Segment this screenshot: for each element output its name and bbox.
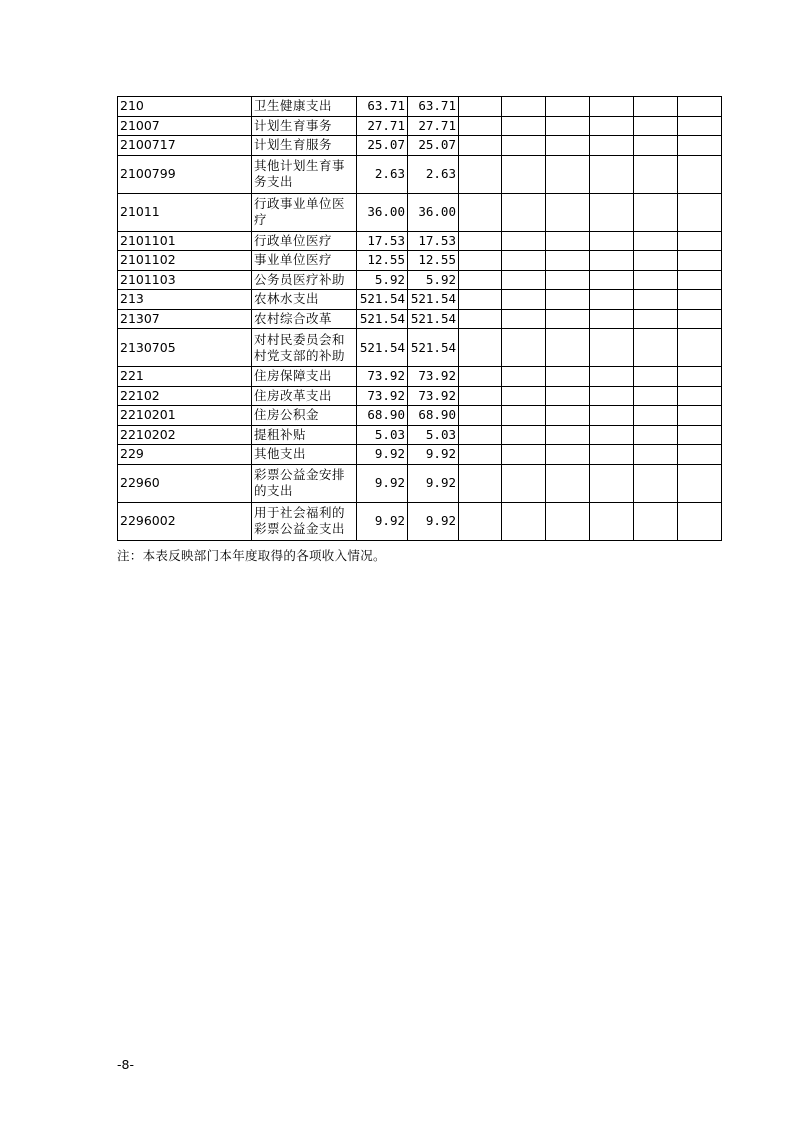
empty-cell: [634, 329, 678, 367]
name-cell: 其他计划生育事务支出: [252, 155, 357, 193]
table-row: [118, 116, 722, 136]
empty-cell: [590, 329, 634, 367]
general-budget-cell: 17.53: [408, 231, 459, 251]
table-row: [118, 445, 722, 465]
empty-cell: [634, 309, 678, 329]
general-budget-cell: 5.03: [408, 425, 459, 445]
general-budget-cell: 521.54: [408, 290, 459, 310]
total-cell: 17.53: [357, 231, 408, 251]
total-cell: 36.00: [357, 193, 408, 231]
empty-cell: [678, 97, 722, 117]
empty-cell: [502, 367, 546, 387]
total-cell: 25.07: [357, 136, 408, 156]
empty-cell: [546, 445, 590, 465]
table-row: [118, 329, 722, 367]
empty-cell: [634, 502, 678, 540]
empty-cell: [546, 97, 590, 117]
empty-cell: [634, 386, 678, 406]
empty-cell: [459, 270, 502, 290]
empty-cell: [502, 406, 546, 426]
total-cell: 9.92: [357, 464, 408, 502]
empty-cell: [678, 329, 722, 367]
code-cell: 22102: [118, 386, 252, 406]
code-cell: 2101102: [118, 251, 252, 271]
table-row: [118, 270, 722, 290]
empty-cell: [634, 464, 678, 502]
table-row: [118, 464, 722, 502]
empty-cell: [502, 251, 546, 271]
table-row: [118, 386, 722, 406]
empty-cell: [678, 464, 722, 502]
empty-cell: [502, 309, 546, 329]
page-number: -8-: [117, 1057, 134, 1072]
empty-cell: [678, 231, 722, 251]
code-cell: 21011: [118, 193, 252, 231]
empty-cell: [502, 445, 546, 465]
table-row: [118, 502, 722, 540]
table-row: [118, 406, 722, 426]
code-cell: 210: [118, 97, 252, 117]
empty-cell: [459, 329, 502, 367]
empty-cell: [459, 231, 502, 251]
empty-cell: [459, 425, 502, 445]
total-cell: 521.54: [357, 329, 408, 367]
general-budget-cell: 521.54: [408, 309, 459, 329]
name-cell: 对村民委员会和村党支部的补助: [252, 329, 357, 367]
empty-cell: [634, 231, 678, 251]
budget-table: [117, 96, 722, 541]
empty-cell: [634, 136, 678, 156]
empty-cell: [502, 155, 546, 193]
total-cell: 63.71: [357, 97, 408, 117]
code-cell: 2210202: [118, 425, 252, 445]
name-cell: 农林水支出: [252, 290, 357, 310]
table-body: [118, 97, 722, 541]
table-row: [118, 290, 722, 310]
general-budget-cell: 25.07: [408, 136, 459, 156]
general-budget-cell: 5.92: [408, 270, 459, 290]
empty-cell: [678, 425, 722, 445]
empty-cell: [502, 425, 546, 445]
table-note: 注：本表反映部门本年度取得的各项收入情况。: [117, 548, 386, 563]
name-cell: 住房公积金: [252, 406, 357, 426]
name-cell: 卫生健康支出: [252, 97, 357, 117]
empty-cell: [590, 290, 634, 310]
code-cell: 2130705: [118, 329, 252, 367]
code-cell: 2296002: [118, 502, 252, 540]
empty-cell: [678, 309, 722, 329]
empty-cell: [546, 367, 590, 387]
code-cell: 213: [118, 290, 252, 310]
empty-cell: [634, 97, 678, 117]
empty-cell: [634, 155, 678, 193]
empty-cell: [634, 116, 678, 136]
empty-cell: [502, 386, 546, 406]
empty-cell: [546, 425, 590, 445]
empty-cell: [590, 386, 634, 406]
empty-cell: [678, 406, 722, 426]
total-cell: 2.63: [357, 155, 408, 193]
empty-cell: [459, 406, 502, 426]
table-row: [118, 309, 722, 329]
table-row: [118, 425, 722, 445]
empty-cell: [546, 193, 590, 231]
empty-cell: [678, 386, 722, 406]
empty-cell: [590, 155, 634, 193]
general-budget-cell: 27.71: [408, 116, 459, 136]
empty-cell: [459, 445, 502, 465]
name-cell: 用于社会福利的彩票公益金支出: [252, 502, 357, 540]
empty-cell: [459, 309, 502, 329]
empty-cell: [634, 406, 678, 426]
empty-cell: [546, 386, 590, 406]
name-cell: 农村综合改革: [252, 309, 357, 329]
empty-cell: [590, 464, 634, 502]
empty-cell: [590, 231, 634, 251]
empty-cell: [546, 270, 590, 290]
empty-cell: [678, 116, 722, 136]
empty-cell: [590, 97, 634, 117]
empty-cell: [590, 367, 634, 387]
empty-cell: [590, 502, 634, 540]
table-row: [118, 231, 722, 251]
general-budget-cell: 2.63: [408, 155, 459, 193]
total-cell: 68.90: [357, 406, 408, 426]
empty-cell: [502, 231, 546, 251]
empty-cell: [459, 97, 502, 117]
empty-cell: [590, 193, 634, 231]
empty-cell: [459, 367, 502, 387]
empty-cell: [546, 406, 590, 426]
empty-cell: [459, 155, 502, 193]
empty-cell: [634, 425, 678, 445]
empty-cell: [590, 116, 634, 136]
empty-cell: [590, 251, 634, 271]
code-cell: 21307: [118, 309, 252, 329]
general-budget-cell: 9.92: [408, 445, 459, 465]
name-cell: 行政单位医疗: [252, 231, 357, 251]
name-cell: 事业单位医疗: [252, 251, 357, 271]
total-cell: 73.92: [357, 386, 408, 406]
general-budget-cell: 68.90: [408, 406, 459, 426]
empty-cell: [546, 116, 590, 136]
general-budget-cell: 521.54: [408, 329, 459, 367]
name-cell: 住房改革支出: [252, 386, 357, 406]
code-cell: 221: [118, 367, 252, 387]
code-cell: 2101101: [118, 231, 252, 251]
empty-cell: [459, 116, 502, 136]
total-cell: 27.71: [357, 116, 408, 136]
table-row: [118, 136, 722, 156]
name-cell: 公务员医疗补助: [252, 270, 357, 290]
name-cell: 提租补贴: [252, 425, 357, 445]
total-cell: 521.54: [357, 290, 408, 310]
table-row: [118, 97, 722, 117]
general-budget-cell: 73.92: [408, 367, 459, 387]
empty-cell: [678, 136, 722, 156]
empty-cell: [502, 290, 546, 310]
name-cell: 其他支出: [252, 445, 357, 465]
total-cell: 5.03: [357, 425, 408, 445]
empty-cell: [459, 464, 502, 502]
empty-cell: [459, 386, 502, 406]
name-cell: 行政事业单位医疗: [252, 193, 357, 231]
general-budget-cell: 9.92: [408, 502, 459, 540]
general-budget-cell: 9.92: [408, 464, 459, 502]
code-cell: 21007: [118, 116, 252, 136]
total-cell: 5.92: [357, 270, 408, 290]
general-budget-cell: 73.92: [408, 386, 459, 406]
empty-cell: [590, 136, 634, 156]
empty-cell: [634, 367, 678, 387]
empty-cell: [459, 290, 502, 310]
total-cell: 9.92: [357, 502, 408, 540]
empty-cell: [459, 502, 502, 540]
general-budget-cell: 36.00: [408, 193, 459, 231]
empty-cell: [546, 251, 590, 271]
empty-cell: [546, 136, 590, 156]
general-budget-cell: 12.55: [408, 251, 459, 271]
code-cell: 229: [118, 445, 252, 465]
table-row: [118, 193, 722, 231]
table-row: [118, 251, 722, 271]
empty-cell: [590, 445, 634, 465]
empty-cell: [590, 425, 634, 445]
general-budget-cell: 63.71: [408, 97, 459, 117]
name-cell: 计划生育服务: [252, 136, 357, 156]
empty-cell: [634, 290, 678, 310]
empty-cell: [502, 502, 546, 540]
name-cell: 住房保障支出: [252, 367, 357, 387]
empty-cell: [678, 367, 722, 387]
table-row: [118, 155, 722, 193]
code-cell: 2101103: [118, 270, 252, 290]
empty-cell: [634, 193, 678, 231]
code-cell: 2100717: [118, 136, 252, 156]
empty-cell: [459, 251, 502, 271]
empty-cell: [546, 502, 590, 540]
empty-cell: [678, 155, 722, 193]
empty-cell: [546, 290, 590, 310]
code-cell: 2100799: [118, 155, 252, 193]
empty-cell: [502, 97, 546, 117]
empty-cell: [502, 116, 546, 136]
total-cell: 9.92: [357, 445, 408, 465]
empty-cell: [678, 270, 722, 290]
name-cell: 计划生育事务: [252, 116, 357, 136]
empty-cell: [546, 231, 590, 251]
empty-cell: [502, 270, 546, 290]
table-row: [118, 367, 722, 387]
empty-cell: [678, 502, 722, 540]
empty-cell: [546, 309, 590, 329]
empty-cell: [502, 329, 546, 367]
empty-cell: [634, 445, 678, 465]
empty-cell: [502, 193, 546, 231]
empty-cell: [678, 290, 722, 310]
empty-cell: [678, 445, 722, 465]
empty-cell: [502, 464, 546, 502]
empty-cell: [546, 155, 590, 193]
empty-cell: [502, 136, 546, 156]
total-cell: 73.92: [357, 367, 408, 387]
empty-cell: [678, 193, 722, 231]
empty-cell: [546, 464, 590, 502]
code-cell: 22960: [118, 464, 252, 502]
empty-cell: [678, 251, 722, 271]
empty-cell: [590, 406, 634, 426]
total-cell: 12.55: [357, 251, 408, 271]
empty-cell: [459, 136, 502, 156]
empty-cell: [546, 329, 590, 367]
empty-cell: [459, 193, 502, 231]
code-cell: 2210201: [118, 406, 252, 426]
total-cell: 521.54: [357, 309, 408, 329]
empty-cell: [590, 309, 634, 329]
empty-cell: [634, 270, 678, 290]
empty-cell: [590, 270, 634, 290]
empty-cell: [634, 251, 678, 271]
name-cell: 彩票公益金安排的支出: [252, 464, 357, 502]
